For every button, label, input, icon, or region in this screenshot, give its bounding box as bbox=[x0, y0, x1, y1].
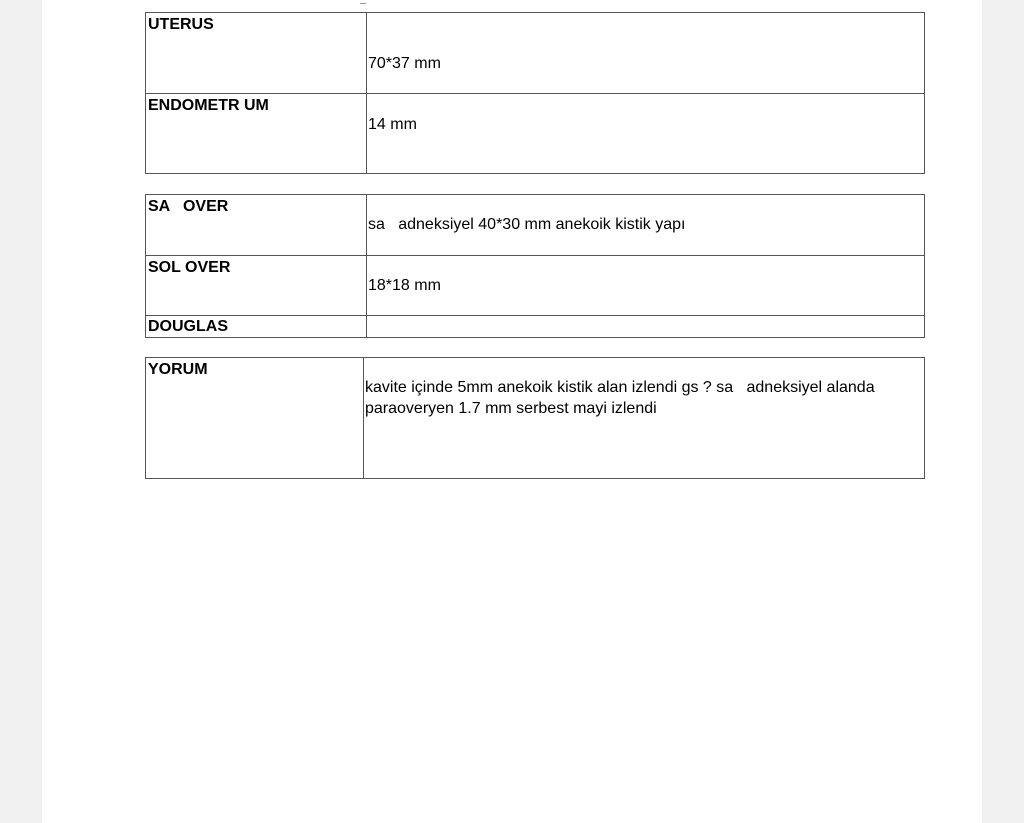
table-row-uterus bbox=[146, 13, 925, 94]
value-uterus bbox=[367, 13, 925, 94]
value-douglas bbox=[367, 316, 925, 338]
uterus-table bbox=[145, 12, 925, 174]
value-endometrium bbox=[367, 94, 925, 174]
value-right-ovary bbox=[367, 195, 925, 256]
label-endometrium: ENDOMETR UM bbox=[146, 94, 367, 174]
document-page bbox=[42, 0, 982, 823]
table-row-douglas bbox=[146, 316, 925, 338]
table-row-comment bbox=[146, 358, 925, 479]
comment-line-2: paraoveryen 1.7 mm serbest mayi izlendi bbox=[365, 400, 657, 417]
value-right-ovary-text: sa adneksiyel 40*30 mm anekoik kistik yapı bbox=[368, 216, 686, 233]
label-uterus: UTERUS bbox=[146, 13, 367, 94]
comment-line-1: kavite içinde 5mm anekoik kistik alan izlendi gs ? sa adneksiyel alanda bbox=[365, 379, 875, 396]
value-left-ovary bbox=[367, 256, 925, 316]
table-row-endometrium bbox=[146, 94, 925, 174]
value-uterus-text: 70*37 mm bbox=[368, 55, 441, 72]
table-row-right-ovary bbox=[146, 195, 925, 256]
label-douglas: DOUGLAS bbox=[146, 316, 367, 338]
value-left-ovary-text: 18*18 mm bbox=[368, 277, 441, 294]
value-endometrium-text: 14 mm bbox=[368, 116, 417, 133]
comment-table bbox=[145, 357, 925, 479]
table-row-left-ovary bbox=[146, 256, 925, 316]
label-comment: YORUM bbox=[146, 358, 364, 479]
page-artifact-mark bbox=[360, 0, 366, 4]
value-comment bbox=[364, 358, 925, 479]
label-left-ovary: SOL OVER bbox=[146, 256, 367, 316]
ovary-table bbox=[145, 194, 925, 338]
label-right-ovary: SA OVER bbox=[146, 195, 367, 256]
